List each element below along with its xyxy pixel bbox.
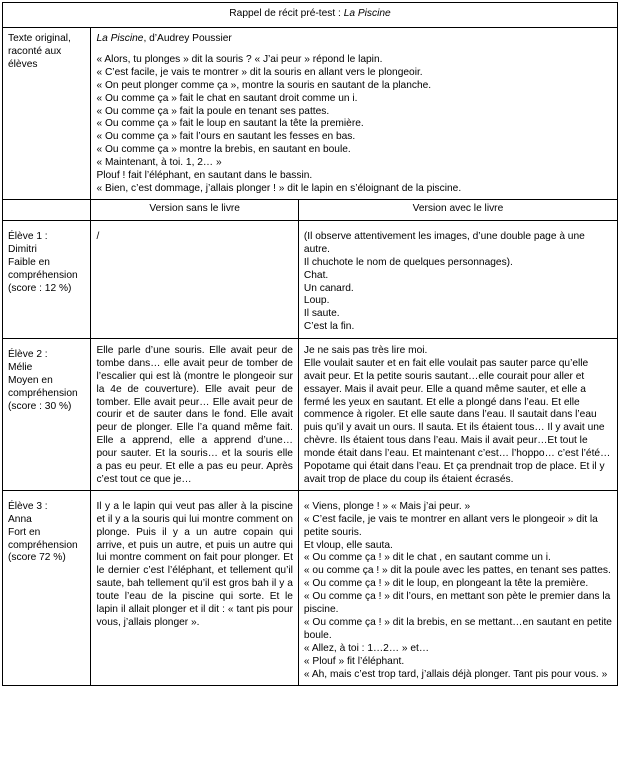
with-book-line: C’est la fin. (303, 321, 355, 333)
without-book-cell (91, 490, 298, 685)
student-row (3, 220, 618, 338)
student-label-cell (3, 220, 91, 338)
without-book-cell (91, 220, 298, 338)
without-book-header: Version sans le livre (91, 199, 298, 220)
with-book-line: « Ou comme ça ! » dit le loup, en plongeant la tête la première. (303, 578, 589, 590)
book-reference (96, 33, 612, 46)
student-label-line: Élève 3 : (8, 500, 48, 512)
student-label-line: Anna (8, 513, 32, 525)
with-book-line: Il saute. (303, 308, 340, 320)
original-line: « Ou comme ça » fait l’ours en sautant les fesses en bas. (96, 131, 356, 143)
title-book: La Piscine (343, 8, 391, 19)
with-book-line: « Viens, plonge ! » « Mais j’ai peur. » (303, 500, 471, 512)
student-label-line: (score 72 %) (8, 552, 66, 564)
original-label-line: raconté aux (8, 45, 62, 57)
with-book-line: « Ou comme ça ! » dit la brebis, en se mettant…en sautant en petite boule. (303, 617, 612, 641)
story-recall-table (2, 2, 618, 686)
original-text-cell (91, 28, 618, 200)
original-line: « Ou comme ça » fait le chat en sautant droit comme un i. (96, 92, 358, 104)
with-book-line: Chat. (303, 269, 329, 281)
original-text-row (3, 28, 618, 200)
without-book-cell (91, 338, 298, 490)
original-line: « Maintenant, à toi. 1, 2… » (96, 157, 222, 169)
original-line: « C’est facile, je vais te montrer » dit la souris en allant vers le plongeoir. (96, 66, 423, 78)
student-row (3, 338, 618, 490)
student-label-line: Dimitri (8, 243, 37, 255)
original-line: « Bien, c’est dommage, j’allais plonger ! » dit le lapin en s’éloignant de la piscine. (96, 182, 462, 194)
student-label-line: compréhension (8, 539, 78, 551)
original-line: « Ou comme ça » fait le loup en sautant la tête la première. (96, 118, 364, 130)
student-label-cell (3, 338, 91, 490)
student-label-line: Fort en (8, 526, 41, 538)
student-label-line: compréhension (8, 269, 78, 281)
with-book-cell (298, 338, 617, 490)
student-label-line: Moyen en (8, 374, 53, 386)
with-book-line: « Allez, à toi : 1…2… » et… (303, 642, 430, 654)
original-line: Plouf ! fait l’éléphant, en sautant dans le bassin. (96, 170, 313, 182)
with-book-cell (298, 220, 617, 338)
with-book-line: « Plouf » fit l’éléphant. (303, 655, 405, 667)
original-line: « Ou comme ça » montre la brebis, en sautant en boule. (96, 144, 351, 156)
student-label-line: Élève 1 : (8, 230, 48, 242)
student-label-line: Faible en (8, 256, 50, 268)
table-title (3, 3, 618, 28)
with-book-line: Je ne sais pas très lire moi. (303, 344, 428, 356)
with-book-line: « C’est facile, je vais te montrer en allant vers le plongeoir » dit la petite souris. (303, 513, 598, 538)
original-label-line: Texte original, (8, 33, 71, 44)
with-book-line: Et vloup, elle sauta. (303, 539, 393, 551)
student-label-line: (score : 30 %) (8, 400, 72, 412)
student-row (3, 490, 618, 685)
without-book-text: / (96, 230, 100, 242)
empty-header-cell (3, 199, 91, 220)
with-book-line: « Ou comme ça ! » dit l’ours, en mettant son pète le premier dans la piscine. (303, 591, 611, 616)
original-label-line: élèves (8, 58, 38, 70)
student-label-line: Élève 2 : (8, 348, 48, 360)
with-book-cell (298, 490, 617, 685)
original-line: « On peut plonger comme ça », montre la souris en sautant de la planche. (96, 79, 432, 91)
with-book-line: Elle voulait sauter et en fait elle voulait pas sauter parce qu’elle avait peur. Et la petite souris sautant…elle courait pour aller et essayer. Mais il avait peur. Elle a quand même sauter, et elle a fermé les yeux en sautant. Et elle a plongé dans l’eau. Et elle commence à rigoler. Et elle saute dans l’eau. Il sautait dans l’eau puis qu’il y avait un ours. Il sauta. Et ils étaient tous… Il y avait une chèvre. Ils étaient tous dans l’eau. Mais il avait peur…Et tout le monde était dans l’eau. Et maintenant c’est… l’hoppo… c’est l’été…Popotame qui était dans l’eau. Et ça prendnait trop de place. Et il y avait trop de place du coup ils étaient écrasés. (303, 357, 611, 485)
with-book-line: (Il observe attentivement les images, d’une double page à une autre. (303, 230, 585, 255)
with-book-line: « Ou comme ça ! » dit le chat , en sautant comme un i. (303, 552, 551, 564)
with-book-line: « ou comme ça ! » dit la poule avec les pattes, en tenant ses pattes. (303, 565, 611, 577)
column-header-row (3, 199, 618, 220)
with-book-line: Il chuchote le nom de quelques personnages). (303, 256, 513, 268)
original-line: « Alors, tu plonges » dit la souris ? « J’ai peur » répond le lapin. (96, 53, 383, 65)
with-book-header: Version avec le livre (298, 199, 617, 220)
book-author: , d’Audrey Poussier (143, 33, 232, 44)
with-book-line: « Ah, mais c’est trop tard, j’allais déjà plonger. Tant pis pour vous. » (303, 668, 608, 680)
student-label-line: (score : 12 %) (8, 282, 72, 294)
book-title: La Piscine (96, 33, 144, 44)
student-label-line: compréhension (8, 387, 78, 399)
without-book-text: Elle parle d’une souris. Elle avait peur de tombe dans… elle avait peur de tomber de l’escalier qui est là (montre le plongeoir sur la 4e de couverture). Elle avait peur de tomber. Elle avait peur… Elle avait peur de courir et de sauter dans le fond. Elle avait peur de plonger. Elle l’a quand même fait. Elle a apprend, elle a apprend d’une… pour sauter. Et la souris… et la souris elle a pas eu peur. Et elle a pas eu peur. Après c’est tout ce que je… (96, 344, 293, 485)
student-label-line: Mélie (8, 361, 33, 373)
without-book-text: Il y a le lapin qui veut pas aller à la piscine et il y a la souris qui lui montre comment on plonge. Puis il y a un autre copain qui arrive, et puis un autre, et puis un autre qui lui montre comment on fait pour plonger. Et le dernier c’est l’éléphant, et tellement qu’il saute, bah tellement qu’il est gros bah il y a toute l’eau de la piscine qui sorte. Et le lapin il allait plonger et il dit : « tant pis pour vous, j’allais plonger ». (96, 500, 293, 628)
with-book-line: Un canard. (303, 282, 354, 294)
title-row (3, 3, 618, 28)
original-line: « Ou comme ça » fait la poule en tenant ses pattes. (96, 105, 330, 117)
original-label-cell (3, 28, 91, 200)
title-prefix: Rappel de récit pré-test : (229, 8, 344, 19)
with-book-line: Loup. (303, 295, 330, 307)
student-label-cell (3, 490, 91, 685)
